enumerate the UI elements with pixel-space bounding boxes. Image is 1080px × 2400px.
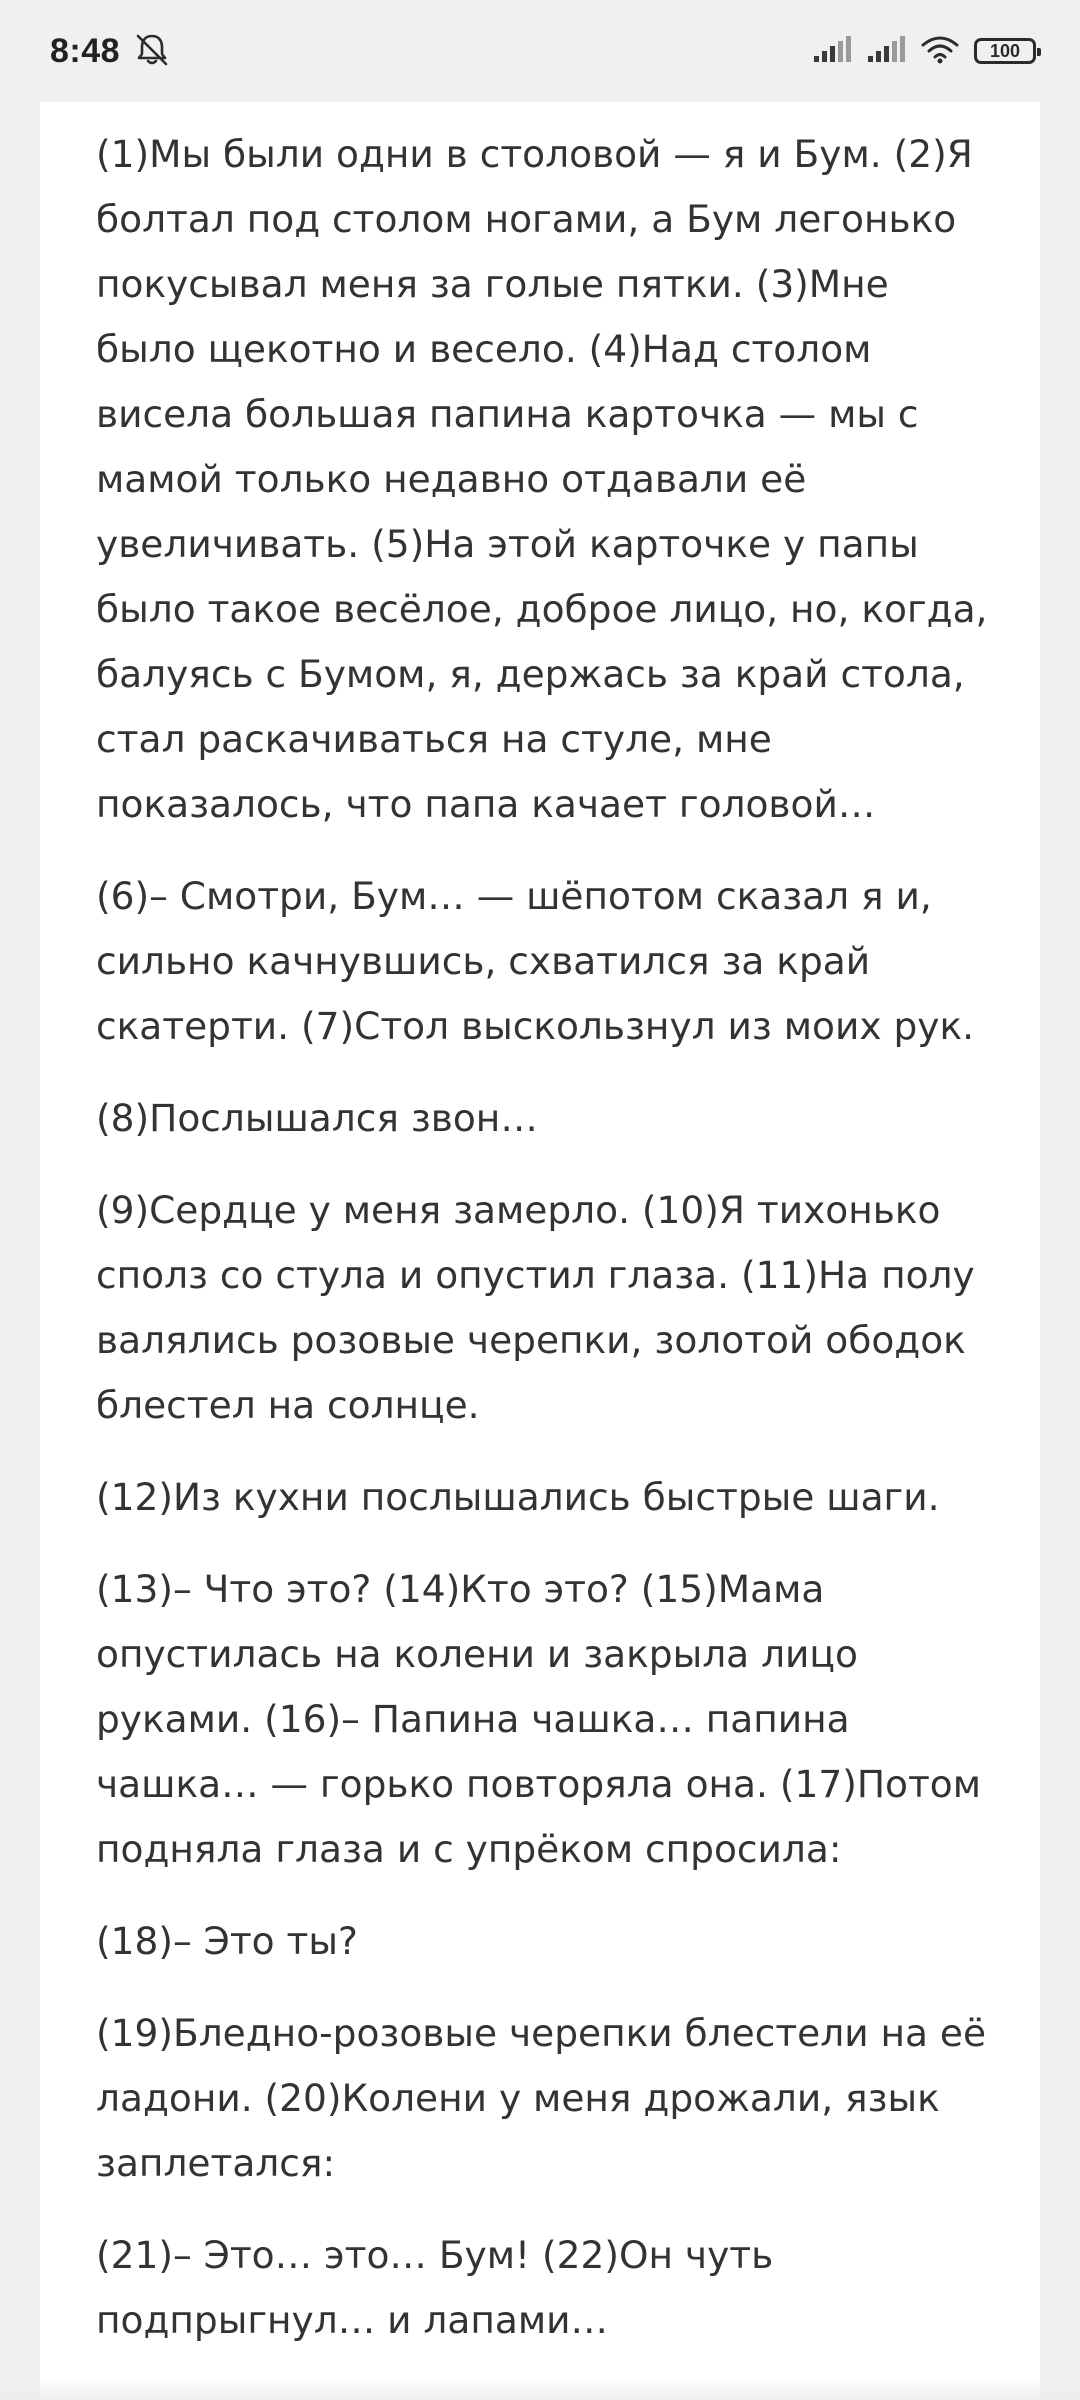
status-left [50, 31, 170, 72]
paragraph: (21)– Это… это… Бум! (22)Он чуть подпрыгнул… и лапами… [96, 2233, 774, 2342]
paragraph: (18)– Это ты? [96, 1919, 358, 1963]
bottom-fade [0, 2378, 1080, 2400]
paragraph: (6)– Смотри, Бум… — шёпотом сказал я и, сильно качнувшись, схватился за край скатерти. (7)Стол выскользнул из моих рук. [96, 874, 975, 1048]
signal-icon [812, 34, 852, 69]
status-bar [0, 0, 1080, 102]
status-right [812, 34, 1036, 69]
story-text [96, 122, 996, 2380]
alarm-off-icon [134, 31, 170, 72]
paragraph: (19)Бледно-розовые черепки блестели на её ладони. (20)Колени у меня дрожали, язык заплетался: [96, 2011, 987, 2185]
signal-icon [866, 34, 906, 69]
paragraph: (8)Послышался звон… [96, 1096, 538, 1140]
paragraph: (13)– Что это? (14)Кто это? (15)Мама опустилась на колени и закрыла лицо руками. (16)– Папина чашка… папина чашка… — горько повторяла она. (17)Потом подняла глаза и с упрёком спросила: [96, 1567, 982, 1871]
clock: 8:48 [50, 31, 121, 70]
wifi-icon [920, 34, 960, 69]
battery-level: 100 [989, 41, 1021, 61]
paragraph: (12)Из кухни послышались быстрые шаги. [96, 1475, 940, 1519]
battery-icon [974, 38, 1036, 64]
text-page[interactable] [40, 102, 1040, 2400]
paragraph: (1)Мы были одни в столовой — я и Бум. (2)Я болтал под столом ногами, а Бум легонько покусывал меня за голые пятки. (3)Мне было щекотно и весело. (4)Над столом висела большая папина карточка — мы с мамой только недавно отдавали её увеличивать. (5)На этой карточке у папы было такое весёлое, доброе лицо, но, когда, балуясь с Бумом, я, держась за край стола, стал раскачиваться на стуле, мне показалось, что папа качает головой… [96, 132, 988, 826]
paragraph: (9)Сердце у меня замерло. (10)Я тихонько сполз со стула и опустил глаза. (11)На полу валялись розовые черепки, золотой ободок блестел на солнце. [96, 1188, 975, 1427]
